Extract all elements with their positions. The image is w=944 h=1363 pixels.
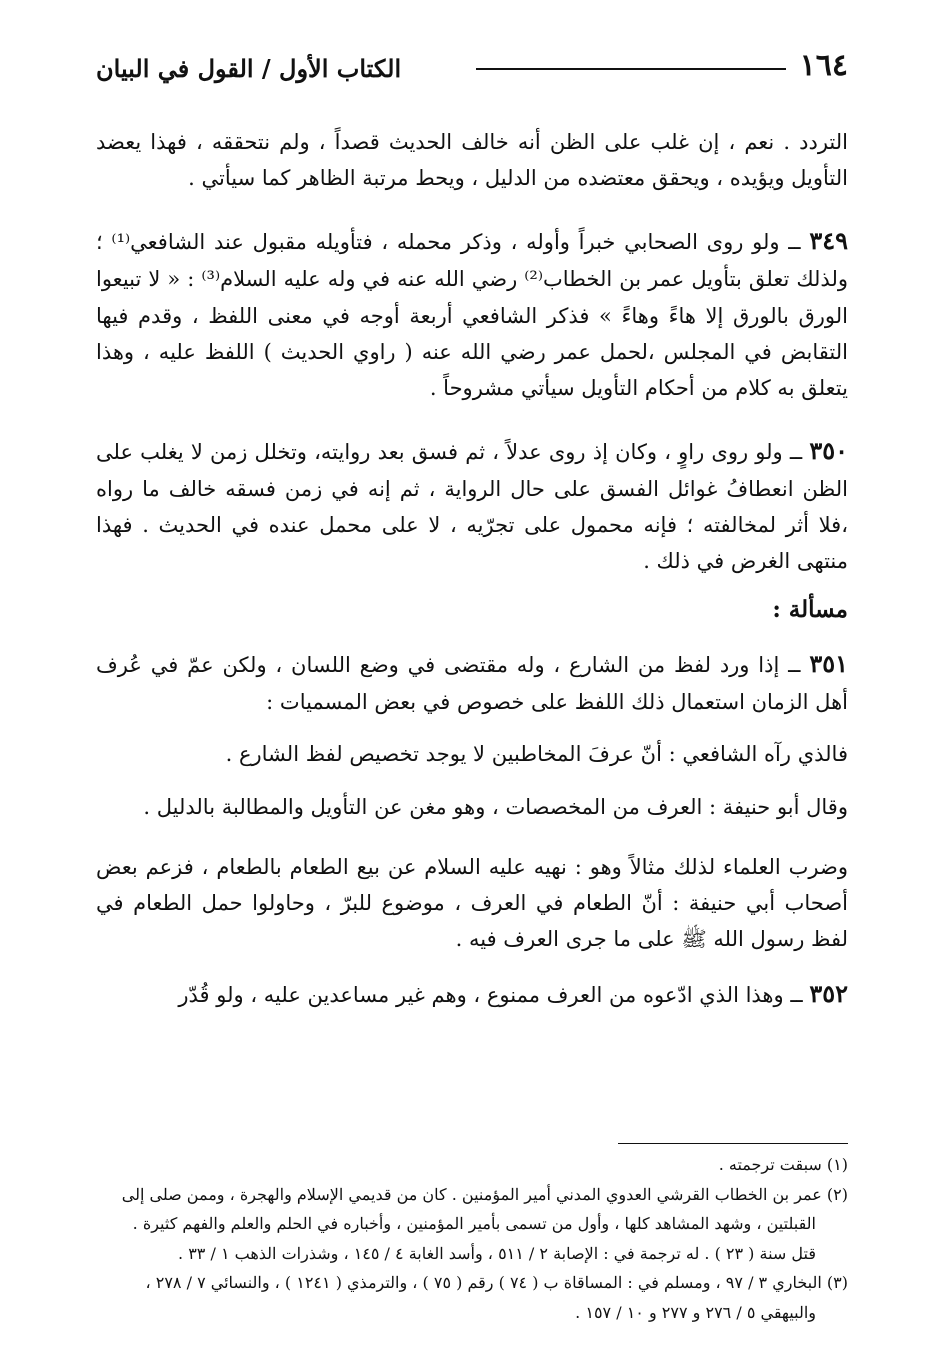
paragraph-continuation: التردد . نعم ، إن غلب على الظن أنه خالف الحديث قصداً ، ولم نتحققه ، فهذا يعضد التأويل ويؤيده ، ويحقق معتضده من الدليل ، ويحط مرتبة الظاهر كما سيأتي .: [96, 130, 848, 191]
footnote-rule: [618, 1143, 848, 1144]
paragraph-352: [96, 973, 848, 1014]
page-number: ١٦٤: [799, 48, 848, 83]
paragraph-text: ــ ولو روى الصحابي خبراً وأوله ، وذكر محمله ، فتأويله مقبول عند الشافعي⁽¹⁾ ؛ ولذلك تعلق بتأويل عمر بن الخطاب⁽²⁾ رضي الله عنه في وله عليه السلام⁽³⁾ : « لا تبيعوا الورق بالورق إلا هاءً وهاءً » فذكر الشافعي أربعة أوجه في معنى اللفظ ، وقدم فيها التقابض في المجلس ،لحمل عمر رضي الله عنه ( راوي الحديث ) اللفظ عليه ، وهذا يتعلق به كلام من أحكام التأويل سيأتي مشروحاً .: [96, 230, 848, 400]
paragraph-shafii-view: فالذي رآه الشافعي : أنّ عرفَ المخاطبين لا يوجد تخصيص لفظ الشارع .: [225, 742, 848, 767]
section-heading: مسألة :: [772, 595, 848, 623]
paragraph-351: [96, 643, 848, 720]
paragraph-text: ــ وهذا الذي ادّعوه من العرف ممنوع ، وهم غير مساعدين عليه ، ولو قُدّر: [178, 982, 803, 1007]
main-text: [96, 124, 848, 1014]
paragraph-hanafi-view: وقال أبو حنيفة : العرف من المخصصات ، وهو مغن عن التأويل والمطالبة بالدليل .: [143, 794, 848, 819]
running-title: الكتاب الأول / القول في البيان: [96, 54, 402, 83]
footnote-2: (٢) عمر بن الخطاب القرشي العدوي المدني أمير المؤمنين . كان من قديمي الإسلام والهجرة ، وممن صلى إلى: [121, 1184, 848, 1204]
paragraph-example: وضرب العلماء لذلك مثالاً وهو : نهيه عليه السلام عن بيع الطعام بالطعام ، فزعم بعض أصحاب أبي حنيفة : أنّ الطعام في العرف ، موضوع للبرّ ، وحاولوا حمل الطعام في لفظ رسول الله ﷺ على ما جرى العرف فيه .: [96, 854, 848, 951]
footnotes: [96, 1150, 848, 1328]
paragraph-number: ٣٤٩: [809, 226, 848, 256]
header-rule: [476, 68, 786, 70]
footnote-1: (١) سبقت ترجمته .: [718, 1155, 848, 1174]
paragraph-text: ــ إذا ورد لفظ من الشارع ، وله مقتضى في وضع اللسان ، ولكن عمّ في عُرف أهل الزمان استعمال ذلك اللفظ على خصوص في بعض المسميات :: [96, 653, 848, 715]
footnote-3-continuation: والبيهقي ٥ / ٢٧٦ و ٢٧٧ و ١٠ / ١٥٧ .: [575, 1302, 816, 1322]
footnote-3: (٣) البخاري ٣ / ٩٧ ، ومسلم في : المساقاة ب ( ٧٤ ) رقم ( ٧٥ ) ، والترمذي ( ١٢٤١ ) ، والنسائي ٧ / ٢٧٨ ،: [145, 1273, 848, 1293]
footnote-2-sources: قتل سنة ( ٢٣ ) . له ترجمة في : الإصابة ٢ / ٥١١ ، وأسد الغابة ٤ / ١٤٥ ، وشذرات الذهب ١ / ٣٣ .: [178, 1243, 816, 1263]
paragraph-350: [96, 430, 848, 580]
paragraph-number: ٣٥١: [809, 649, 848, 679]
page-header: [96, 48, 848, 98]
paragraph-349: [96, 220, 848, 406]
paragraph-number: ٣٥٢: [809, 978, 848, 1008]
paragraph-number: ٣٥٠: [809, 435, 848, 465]
footnote-2-continuation: القبلتين ، وشهد المشاهد كلها ، وأول من تسمى بأمير المؤمنين ، وأخباره في الحلم والعلم والفهم كثيرة .: [132, 1214, 816, 1234]
paragraph-text: ــ ولو روى راوٍ ، وكان إذ روى عدلاً ، ثم فسق بعد روايته، وتخلل زمن لا يغلب على الظن انعطافُ غوائل الفسق على حال الرواية ، ثم إنه في زمن فسقه خالف ما رواه ،فلا أثر لمخالفته ؛ فإنه محمول على تجرّيه ، لا على محمل عنده في الحديث . فهذا منتهى الغرض في ذلك .: [96, 439, 848, 574]
